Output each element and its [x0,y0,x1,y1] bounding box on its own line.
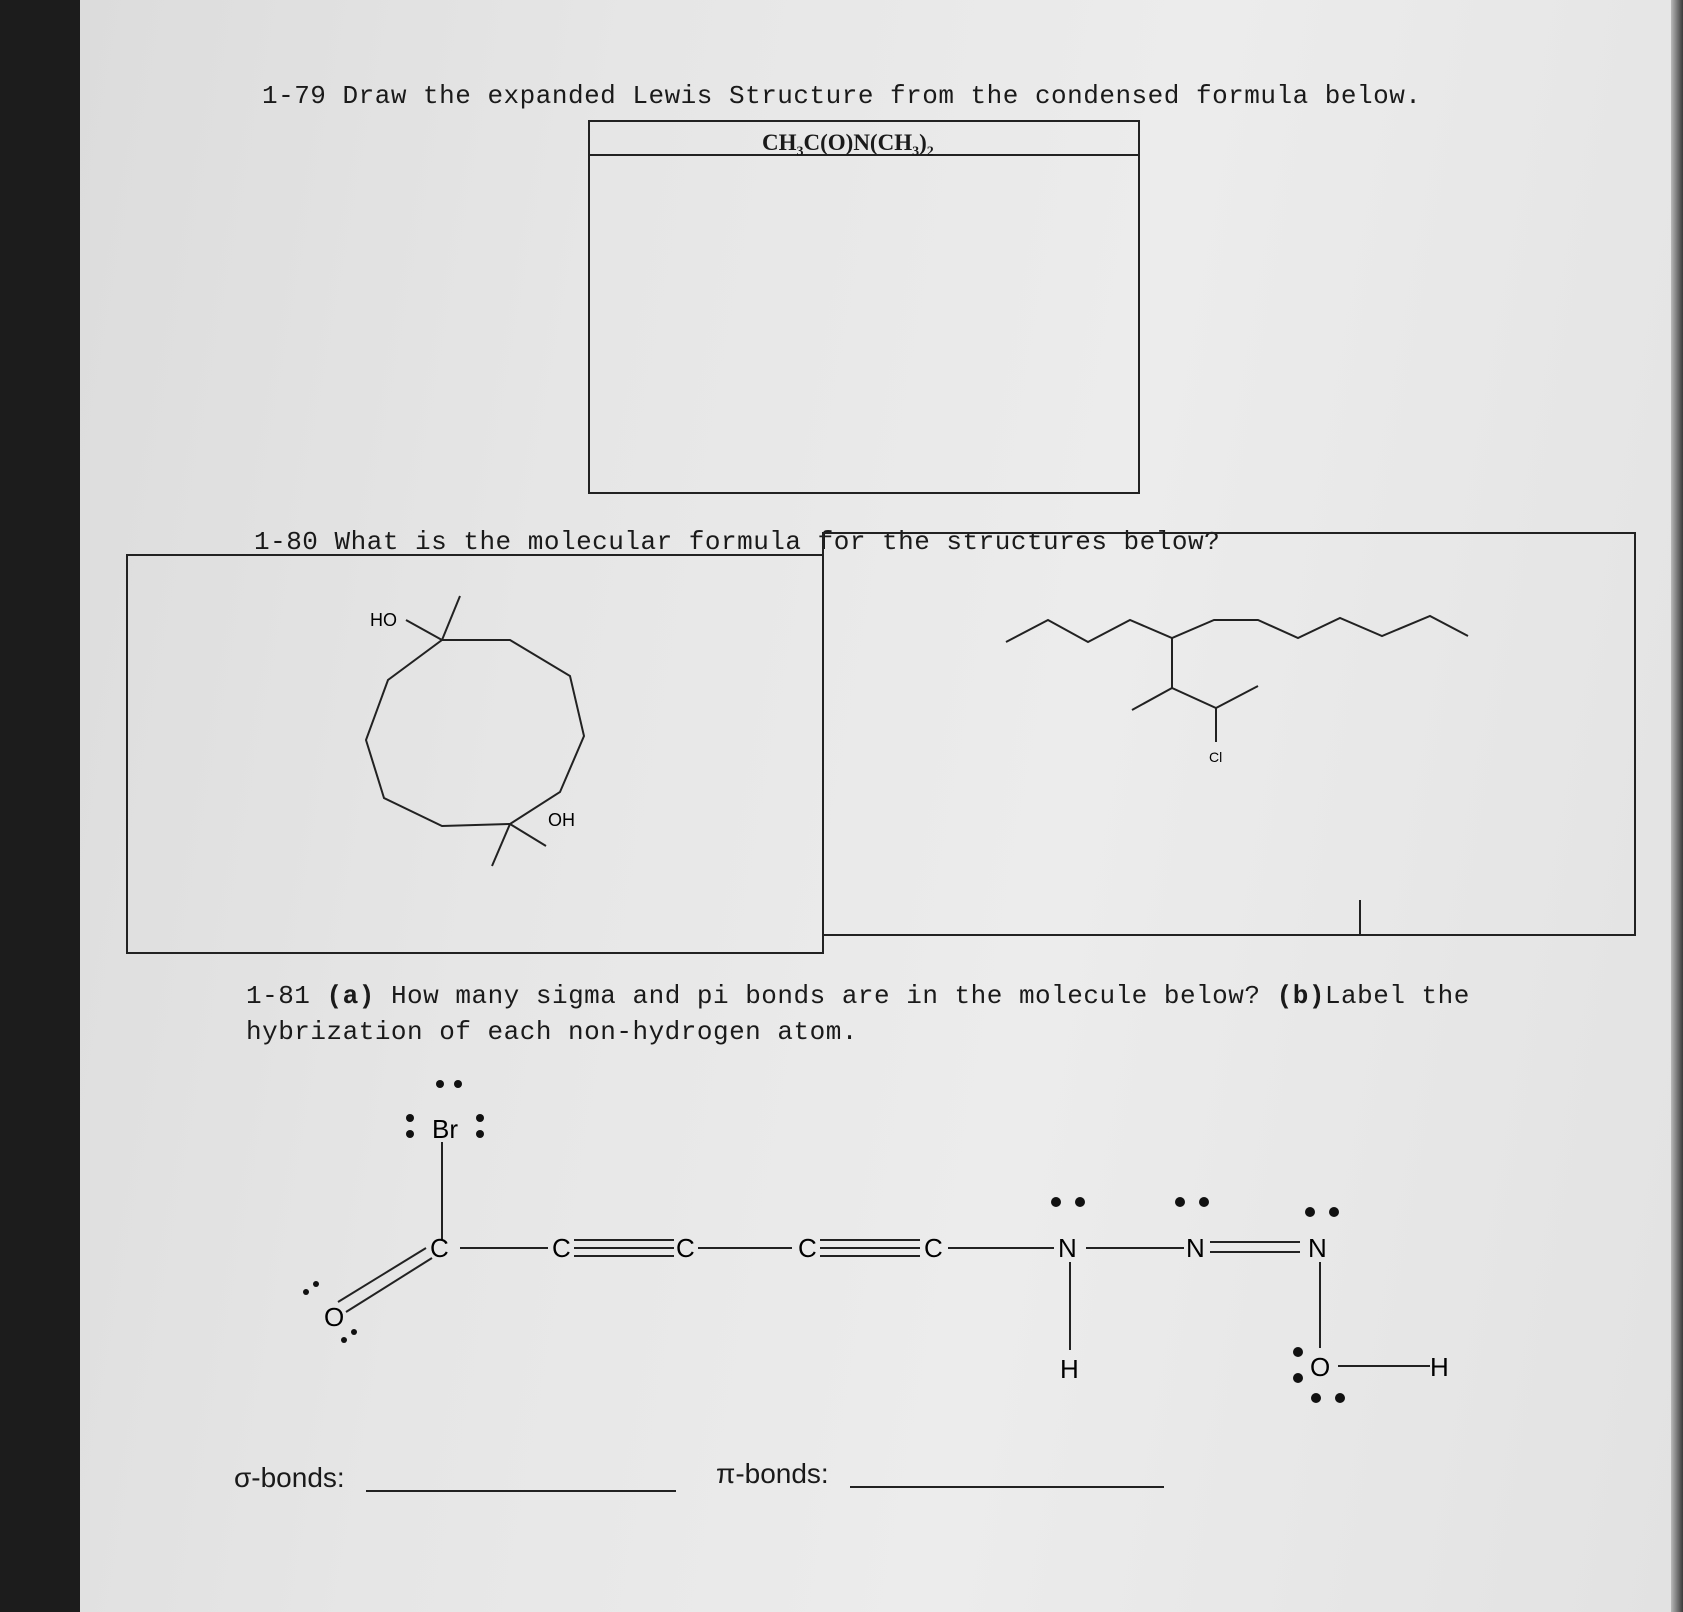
question-text: What is the molecular formula for the structures below? [334,527,1221,557]
main-carbon-chain [1006,616,1468,642]
ho-bond [406,620,442,640]
hydrogen-atom-2: H [1430,1352,1449,1382]
methyl-bond-top [442,596,460,640]
carbon-atom-4: C [798,1233,817,1263]
oxygen-atom-carbonyl: O [324,1302,345,1332]
cyclic-diol-structure [126,554,824,954]
question-text: Draw the expanded Lewis Structure from the condensed formula below. [342,81,1422,111]
part-a-label: (a) [326,981,375,1011]
sigma-bonds-answer-line[interactable] [366,1490,676,1492]
question-text: How many sigma and pi bonds are in the molecule below? [390,981,1261,1011]
hydrogen-atom-1: H [1060,1354,1079,1384]
chloroalkane-structure [822,532,1636,936]
answer-box-1-79[interactable] [588,120,1140,494]
question-text: hybrization of each non-hydrogen atom. [246,1017,858,1047]
carbon-atom-3: C [676,1233,695,1263]
question-1-79 [262,78,1421,114]
question-number: 1-80 [254,527,319,557]
condensed-formula: $CH_3C(O)N(CH_3)_2$ [762,130,934,160]
nitrogen-atom-3: N [1308,1233,1327,1263]
question-number: 1-79 [262,81,327,111]
question-text-b: Label the [1324,981,1470,1011]
side-chain [1132,686,1258,710]
part-b-label: (b) [1276,981,1325,1011]
ten-membered-ring [366,640,584,826]
nitrogen-atom-2: N [1186,1233,1205,1263]
question-1-81-line1 [246,978,1470,1014]
page-edge [1671,0,1683,1612]
oxygen-atom-hydroxyl: O [1310,1352,1331,1382]
sigma-bonds-label: σ-bonds: [234,1462,345,1493]
question-number: 1-81 [246,981,311,1011]
carbon-atom-5: C [924,1233,943,1263]
c-o-double-bond-2 [346,1258,432,1312]
methyl-bond-bottom [492,824,510,866]
carbon-atom-2: C [552,1233,571,1263]
nitrogen-atom-1: N [1058,1233,1077,1263]
chlorine-label: Cl [1209,749,1223,765]
molecule-structure [280,1060,1540,1420]
hydroxyl-label-bottom: OH [548,810,575,830]
pi-bonds-answer-line[interactable] [850,1486,1164,1488]
hydroxyl-label-top: HO [370,610,397,630]
c-o-double-bond-1 [338,1248,426,1302]
pi-bonds-label: π-bonds: [716,1458,829,1489]
oh-bond [510,824,546,846]
question-1-81-line2 [246,1014,858,1050]
bromine-atom: Br [432,1114,458,1144]
carbon-atom-1: C [430,1233,449,1263]
